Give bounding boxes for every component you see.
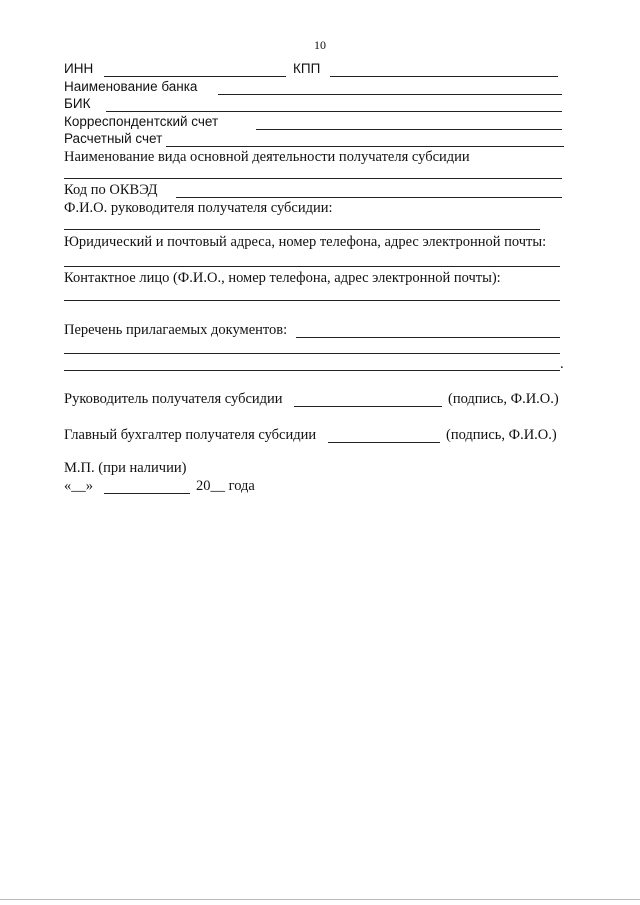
corr-account-field[interactable] bbox=[256, 129, 562, 130]
head-signature-field[interactable] bbox=[294, 406, 442, 407]
contact-field[interactable] bbox=[64, 300, 560, 301]
date-month-field[interactable] bbox=[104, 493, 190, 494]
documents-field-1[interactable] bbox=[296, 337, 560, 338]
okved-label: Код по ОКВЭД bbox=[64, 182, 158, 198]
list-end-dot: . bbox=[560, 356, 564, 372]
stamp-label: М.П. (при наличии) bbox=[64, 460, 187, 476]
documents-field-2[interactable] bbox=[64, 353, 560, 354]
accountant-signature-hint: (подпись, Ф.И.О.) bbox=[446, 427, 557, 443]
kpp-label: КПП bbox=[293, 61, 321, 76]
page-number: 10 bbox=[314, 38, 326, 52]
main-activity-field[interactable] bbox=[64, 178, 562, 179]
inn-field[interactable] bbox=[104, 76, 286, 77]
head-name-field[interactable] bbox=[64, 229, 540, 230]
settlement-account-field[interactable] bbox=[166, 146, 564, 147]
bank-name-field[interactable] bbox=[218, 94, 562, 95]
okved-field[interactable] bbox=[176, 197, 562, 198]
head-signature-label: Руководитель получателя субсидии bbox=[64, 391, 283, 407]
contact-label: Контактное лицо (Ф.И.О., номер телефона, адрес электронной почты): bbox=[64, 270, 501, 286]
bank-name-label: Наименование банка bbox=[64, 79, 198, 94]
bik-field[interactable] bbox=[106, 111, 562, 112]
head-signature-hint: (подпись, Ф.И.О.) bbox=[448, 391, 559, 407]
head-name-label: Ф.И.О. руководителя получателя субсидии: bbox=[64, 200, 333, 216]
accountant-signature-label: Главный бухгалтер получателя субсидии bbox=[64, 427, 317, 443]
addresses-label: Юридический и почтовый адреса, номер телефона, адрес электронной почты: bbox=[64, 234, 547, 250]
documents-label: Перечень прилагаемых документов: bbox=[64, 322, 288, 338]
documents-field-3[interactable] bbox=[64, 370, 560, 371]
date-day: «__» bbox=[64, 478, 93, 494]
bik-label: БИК bbox=[64, 96, 91, 111]
main-activity-label: Наименование вида основной деятельности получателя субсидии bbox=[64, 149, 470, 165]
corr-account-label: Корреспондентский счет bbox=[64, 114, 219, 129]
addresses-field[interactable] bbox=[64, 266, 560, 267]
inn-label: ИНН bbox=[64, 61, 94, 76]
date-year: 20__ года bbox=[196, 478, 255, 494]
accountant-signature-field[interactable] bbox=[328, 442, 440, 443]
settlement-account-label: Расчетный счет bbox=[64, 131, 163, 146]
kpp-field[interactable] bbox=[330, 76, 558, 77]
page-bottom-edge bbox=[0, 899, 640, 900]
